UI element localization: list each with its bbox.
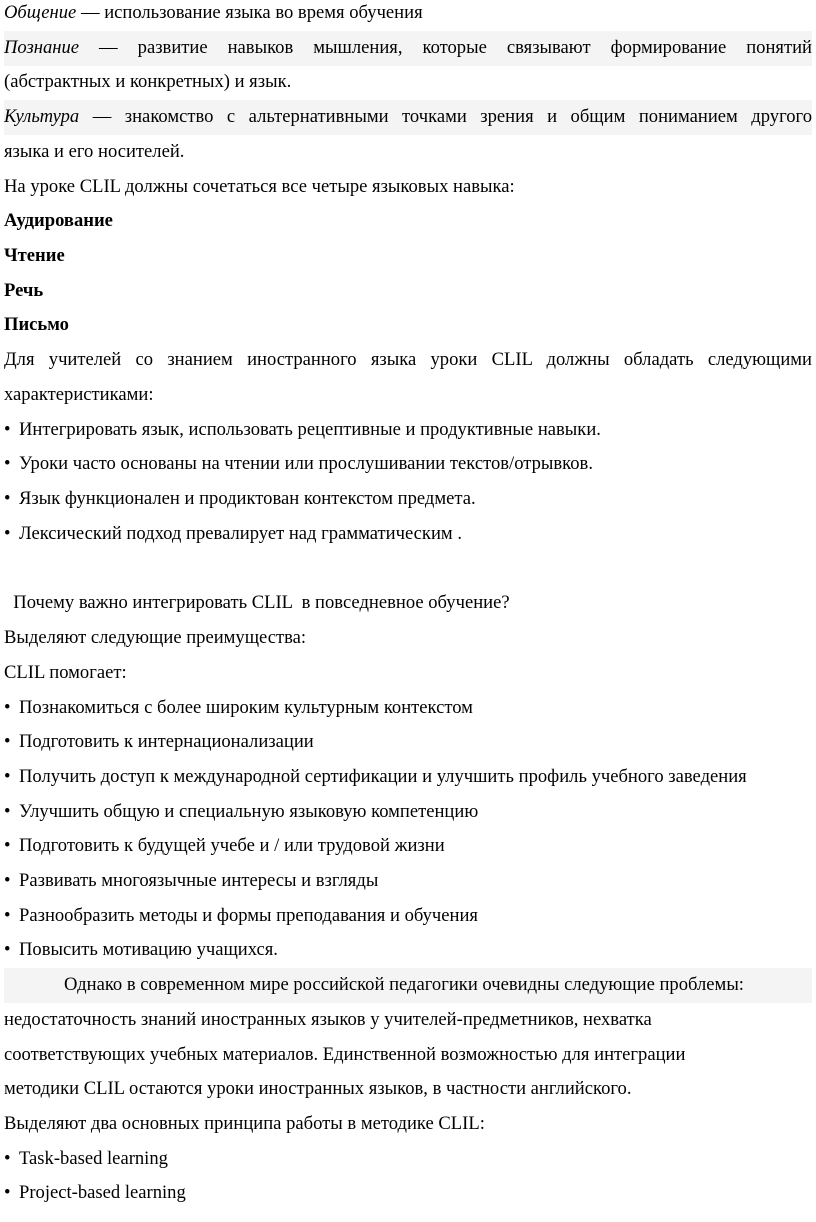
paragraph-kultura-line1 [4,100,812,135]
paragraph-obschenie [4,0,812,31]
benefit-item: • Познакомиться с более широким культурным контекстом [4,691,812,726]
characteristic-item: • Лексический подход превалирует над грамматическим . [4,517,812,552]
teachers-para-line2: характеристиками: [4,384,154,405]
skill-writing: Письмо [4,314,69,335]
text-poznanie-2: (абстрактных и конкретных) и язык. [4,71,292,92]
benefit-item: • Получить доступ к международной сертификации и улучшить профиль учебного заведения [4,760,812,795]
benefit-item: • Развивать многоязычные интересы и взгляды [4,864,812,899]
text-poznanie-1: — развитие навыков мышления, которые связывают формирование понятий [79,37,812,58]
problems-para-line1: Однако в современном мире российской педагогики очевидны следующие проблемы: [4,968,812,1003]
benefit-item: • Подготовить к интернационализации [4,725,812,760]
skills-intro: На уроке CLIL должны сочетаться все четыре языковых навыка: [4,176,515,197]
principle-item: • Task-based learning [4,1142,812,1177]
clil-helps: CLIL помогает: [4,662,127,683]
benefit-item: • Повысить мотивацию учащихся. [4,933,812,968]
text-kultura-1: — знакомство с альтернативными точками зрения и общим пониманием другого [79,106,812,127]
advantages-intro: Выделяют следующие преимущества: [4,627,307,648]
characteristic-item: • Уроки часто основаны на чтении или прослушивании текстов/отрывков. [4,447,812,482]
skill-reading: Чтение [4,245,65,266]
characteristic-item: • Язык функционален и продиктован контекстом предмета. [4,482,812,517]
term-kultura: Культура [4,106,80,127]
paragraph-poznanie-line2 [4,65,812,100]
term-obschenie: Общение [4,2,77,23]
benefit-item: • Улучшить общую и специальную языковую компетенцию [4,795,812,830]
problems-para-line4: методики CLIL остаются уроки иностранных языков, в частности английского. [4,1078,632,1099]
paragraph-kultura-line2 [4,135,812,170]
problems-para-line3: соответствующих учебных материалов. Единственной возможностью для интеграции [4,1044,686,1065]
skill-listening: Аудирование [4,210,113,231]
skill-speaking: Речь [4,280,44,301]
teachers-para-line1: Для учителей со знанием иностранного языка уроки CLIL должны обладать следующими [4,349,812,370]
benefit-item: • Подготовить к будущей учебе и / или трудовой жизни [4,829,812,864]
why-question: Почему важно интегрировать CLIL в повседневное обучение? [4,592,510,613]
characteristic-item: • Интегрировать язык, использовать рецептивные и продуктивные навыки. [4,413,812,448]
paragraph-poznanie-line1 [4,31,812,66]
benefit-item: • Разнообразить методы и формы преподавания и обучения [4,899,812,934]
term-poznanie: Познание [4,37,80,58]
text-obschenie: — использование языка во время обучения [76,2,423,23]
problems-para-line2: недостаточность знаний иностранных языков у учителей-предметников, нехватка [4,1009,652,1030]
text-kultura-2: языка и его носителей. [4,141,185,162]
principles-intro: Выделяют два основных принципа работы в методике CLIL: [4,1113,485,1134]
principle-item: • Project-based learning [4,1176,812,1211]
